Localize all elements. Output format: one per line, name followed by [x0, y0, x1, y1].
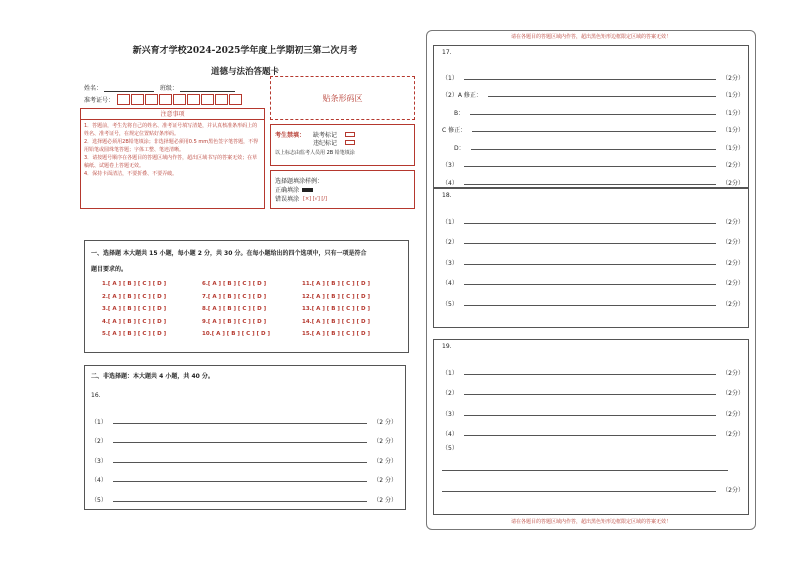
row-label: D：: [454, 144, 465, 152]
row-score: （2分）: [722, 300, 744, 308]
q19-rows: [442, 356, 744, 438]
mc-question[interactable]: [102, 294, 166, 300]
row-label: （2）: [442, 239, 458, 246]
row-score: （2分）: [722, 280, 744, 287]
right-answer-panel: [426, 30, 756, 530]
candidate-label: 考生禁填：: [275, 132, 306, 139]
q18-box: [433, 188, 749, 328]
mc-question[interactable]: [102, 281, 166, 287]
note-item: 4．保持卡面清洁，不要折叠、不要弄破。: [84, 171, 178, 177]
mc-choices[interactable]: [ A ] [ B ] [ C ] [ D ]: [311, 331, 370, 337]
mc-heading-cont: 题目要求的。: [91, 266, 128, 273]
row-score: （1分）: [722, 144, 744, 152]
violation-row: [313, 138, 355, 147]
mc-question[interactable]: [102, 306, 166, 312]
wrong-row: [275, 194, 327, 203]
answer-line[interactable]: [442, 491, 716, 492]
row-label: （1）: [91, 418, 107, 426]
mc-question[interactable]: [302, 319, 370, 325]
id-box[interactable]: [159, 94, 172, 105]
answer-line[interactable]: [113, 462, 367, 463]
row-label: （4）: [442, 431, 458, 438]
row-label: （5）: [442, 445, 458, 452]
q17-number: 17.: [442, 49, 452, 56]
row-label: （2）: [91, 438, 107, 445]
top-notice: 请在各题目的答题区域内作答，超出黑色矩形边框限定区域的答案无效！: [510, 34, 671, 40]
row-score: （2分）: [722, 162, 744, 169]
mc-question[interactable]: [202, 331, 270, 337]
answer-row[interactable]: [91, 465, 397, 485]
row-score: （2 分）: [373, 457, 397, 465]
mc-number: 2.: [102, 293, 108, 300]
nc-section: [84, 365, 406, 510]
answer-line[interactable]: [464, 374, 716, 375]
answer-row[interactable]: [442, 377, 744, 398]
id-field[interactable]: [84, 94, 243, 105]
answer-row[interactable]: [442, 134, 744, 152]
mc-number: 5.: [102, 331, 108, 337]
answer-line[interactable]: [464, 305, 716, 306]
row-label: （2）A 修正：: [442, 92, 482, 99]
row-label: （4）: [442, 280, 458, 287]
answer-line[interactable]: [464, 166, 716, 167]
mc-number: 14.: [302, 318, 312, 325]
mc-choices[interactable]: [ A ] [ B ] [ C ] [ D ]: [311, 281, 370, 287]
name-label: 姓名：: [84, 85, 103, 92]
answer-line[interactable]: [113, 481, 367, 482]
school-title: 新兴育才学校2024-2025学年度上学期初三第二次月考: [132, 46, 358, 56]
answer-line[interactable]: [113, 442, 367, 443]
notes-body: [81, 120, 264, 180]
mc-number: 8.: [202, 306, 208, 312]
sample-title: 选择题填涂样例：: [275, 178, 324, 185]
answer-row[interactable]: [442, 418, 744, 439]
id-label: 准考证号：: [84, 97, 115, 104]
row-label: B：: [454, 109, 465, 117]
mc-choices[interactable]: [ A ] [ B ] [ C ] [ D ]: [107, 306, 167, 312]
mc-question[interactable]: [302, 331, 370, 337]
mc-choices[interactable]: [ A ] [ B ] [ C ] [ D ]: [311, 318, 370, 325]
row-score: （2 分）: [373, 418, 397, 426]
mc-section: [84, 240, 409, 353]
answer-row[interactable]: [442, 64, 744, 82]
id-box[interactable]: [201, 94, 214, 105]
class-label: 班级：: [159, 85, 178, 92]
row-label: （3）: [442, 162, 458, 169]
q16-number: 16.: [91, 392, 101, 399]
row-score: （2 分）: [373, 496, 397, 504]
mc-heading: 一、选择题 本大题共 15 小题，每小题 2 分，共 30 分。在每小题给出的四个选项中，只有一项是符合: [91, 250, 367, 257]
answer-line[interactable]: [464, 394, 716, 395]
row-score: （2分）: [722, 431, 744, 438]
row-label: （3）: [442, 259, 458, 267]
filled-mark: [302, 188, 313, 192]
violation-box[interactable]: [345, 140, 355, 145]
answer-line[interactable]: [442, 470, 728, 471]
id-box[interactable]: [229, 94, 242, 105]
name-line: [104, 84, 154, 92]
row-label: （1）: [442, 218, 458, 226]
answer-row[interactable]: [442, 287, 744, 308]
answer-line[interactable]: [471, 149, 717, 150]
row-label: （3）: [442, 410, 458, 418]
q19-box: [433, 339, 749, 515]
answer-row[interactable]: [442, 443, 744, 452]
answer-line[interactable]: [464, 415, 716, 416]
nc-heading: 二、非选择题：本大题共 4 小题，共 40 分。: [91, 373, 214, 380]
row-score: （2 分）: [373, 438, 397, 445]
row-score: （2分）: [722, 487, 744, 494]
mc-choices[interactable]: [ A ] [ B ] [ C ] [ D ]: [107, 331, 167, 337]
mc-choices[interactable]: [ A ] [ B ] [ C ] [ D ]: [211, 331, 270, 337]
row-label: C 修正：: [442, 127, 467, 134]
mc-number: 7.: [202, 293, 208, 300]
answer-row[interactable]: [442, 356, 744, 377]
answer-row[interactable]: [442, 246, 744, 267]
row-score: （1分）: [722, 92, 744, 99]
violation-label: 违纪标记: [313, 140, 338, 147]
answer-line[interactable]: [464, 284, 716, 285]
row-score: （2分）: [722, 259, 744, 267]
mc-number: 3.: [102, 306, 108, 312]
mc-question[interactable]: [202, 294, 266, 300]
row-label: （2）: [442, 390, 458, 397]
row-label: （4）: [442, 179, 458, 187]
mc-number: 4.: [102, 318, 108, 325]
answer-row[interactable]: [442, 397, 744, 418]
notes-title: 注意事项: [81, 109, 264, 120]
correct-row: [275, 185, 313, 194]
mc-choices[interactable]: [ A ] [ B ] [ C ] [ D ]: [107, 281, 167, 287]
row-label: （4）: [91, 477, 107, 484]
barcode-label: 贴条形码区: [322, 93, 363, 103]
answer-line[interactable]: [464, 184, 716, 185]
barcode-area: [270, 76, 415, 120]
answer-line[interactable]: [488, 96, 716, 97]
answer-line[interactable]: [472, 131, 716, 132]
answer-row[interactable]: [442, 117, 744, 135]
mc-number: 6.: [202, 281, 208, 287]
q16-rows: [91, 406, 397, 504]
answer-row[interactable]: [91, 484, 397, 504]
note-item: 3．请按题号顺序在各题目的答题区域内作答，超出区域书写的答案无效；在草稿纸、试题卷上答题无效。: [84, 155, 258, 169]
row-score: （2分）: [722, 410, 744, 418]
mc-choices[interactable]: [ A ] [ B ] [ C ] [ D ]: [207, 306, 267, 312]
answer-line[interactable]: [113, 501, 367, 502]
name-field[interactable]: [84, 83, 235, 92]
mc-grid: [102, 281, 402, 345]
mc-choices[interactable]: [ A ] [ B ] [ C ] [ D ]: [207, 318, 267, 325]
mc-question[interactable]: [302, 306, 370, 312]
row-score: （2分）: [722, 390, 744, 397]
note-item: 1．答题前，考生先将自己的姓名、准考证号填写清楚，并认真核准条形码上的姓名、准考证号，在规定位置贴好条形码。: [84, 123, 258, 137]
bottom-notice: 请在各题目的答题区域内作答，超出黑色矩形边框限定区域的答案无效！: [510, 519, 671, 525]
mc-number: 1.: [102, 281, 108, 287]
answer-row[interactable]: [442, 226, 744, 247]
absent-label: 缺考标记: [313, 132, 338, 139]
answer-row[interactable]: [442, 152, 744, 170]
id-box[interactable]: [173, 94, 186, 105]
correct-label: 正确填涂: [275, 187, 300, 194]
answer-row[interactable]: [442, 205, 744, 226]
row-score: （1分）: [722, 127, 744, 134]
answer-row[interactable]: [91, 406, 397, 426]
notes-box: [80, 108, 265, 209]
row-score: （2分）: [722, 239, 744, 246]
mc-choices[interactable]: [ A ] [ B ] [ C ] [ D ]: [107, 318, 167, 325]
id-box[interactable]: [215, 94, 228, 105]
mc-number: 15.: [302, 331, 312, 337]
class-line: [180, 84, 235, 92]
row-label: （1）: [442, 369, 458, 377]
answer-row[interactable]: [442, 267, 744, 288]
sample-box: [270, 170, 415, 209]
mc-number: 13.: [302, 306, 312, 312]
mc-question[interactable]: [102, 331, 166, 337]
q18-rows: [442, 205, 744, 308]
answer-line[interactable]: [113, 423, 367, 424]
q19-number: 19.: [442, 343, 452, 350]
mc-question[interactable]: [102, 319, 166, 325]
answer-line[interactable]: [464, 435, 716, 436]
answer-line[interactable]: [464, 79, 716, 80]
mc-choices[interactable]: [ A ] [ B ] [ C ] [ D ]: [311, 293, 370, 300]
row-score: （2分）: [722, 74, 744, 82]
row-label: （1）: [442, 74, 458, 82]
q17-rows: [442, 64, 744, 187]
answer-row[interactable]: [442, 82, 744, 100]
mc-question[interactable]: [302, 281, 370, 287]
answer-line[interactable]: [470, 114, 716, 115]
q17-box: [433, 45, 749, 188]
row-label: （5）: [442, 300, 458, 308]
candidate-box: [270, 124, 415, 166]
wrong-marks: [×] [√] [/]: [303, 195, 327, 202]
mc-number: 9.: [202, 318, 208, 325]
answer-row[interactable]: [442, 99, 744, 117]
absent-box[interactable]: [345, 132, 355, 137]
mc-number: 10.: [202, 331, 212, 337]
mc-choices[interactable]: [ A ] [ B ] [ C ] [ D ]: [311, 306, 370, 312]
row-score: （2分）: [722, 369, 744, 377]
answer-row[interactable]: [442, 169, 744, 187]
mc-number: 11.: [302, 281, 312, 287]
mc-choices[interactable]: [ A ] [ B ] [ C ] [ D ]: [107, 293, 167, 300]
mc-question[interactable]: [202, 281, 266, 287]
q18-number: 18.: [442, 192, 452, 199]
card-title: 道德与法治答题卡: [210, 67, 279, 77]
row-label: （3）: [91, 457, 107, 465]
mc-question[interactable]: [302, 294, 370, 300]
id-box[interactable]: [145, 94, 158, 105]
mc-choices[interactable]: [ A ] [ B ] [ C ] [ D ]: [207, 293, 267, 300]
mc-question[interactable]: [202, 306, 266, 312]
answer-line[interactable]: [464, 264, 716, 265]
row-score: （2 分）: [373, 477, 397, 484]
answer-row[interactable]: [442, 485, 744, 494]
row-score: （1分）: [722, 109, 744, 117]
answer-line[interactable]: [464, 243, 716, 244]
answer-line[interactable]: [464, 223, 716, 224]
id-box[interactable]: [131, 94, 144, 105]
note-item: 2．选择题必须用2B铅笔填涂；非选择题必须用0.5 mm黑色签字笔答题，不得用铅笔或圆珠笔答题；字体工整、笔迹清晰。: [84, 139, 259, 153]
row-score: （2分）: [722, 218, 744, 226]
candidate-note: 以上标志由监考人员用 2B 铅笔填涂: [275, 150, 355, 156]
answer-row[interactable]: [91, 426, 397, 446]
row-label: （5）: [91, 496, 107, 504]
mc-question[interactable]: [202, 319, 266, 325]
wrong-label: 错误填涂: [275, 196, 300, 203]
mc-choices[interactable]: [ A ] [ B ] [ C ] [ D ]: [207, 281, 267, 287]
id-box[interactable]: [117, 94, 130, 105]
id-box[interactable]: [187, 94, 200, 105]
row-score: （2分）: [722, 179, 744, 187]
mc-number: 12.: [302, 293, 312, 300]
answer-row[interactable]: [91, 445, 397, 465]
